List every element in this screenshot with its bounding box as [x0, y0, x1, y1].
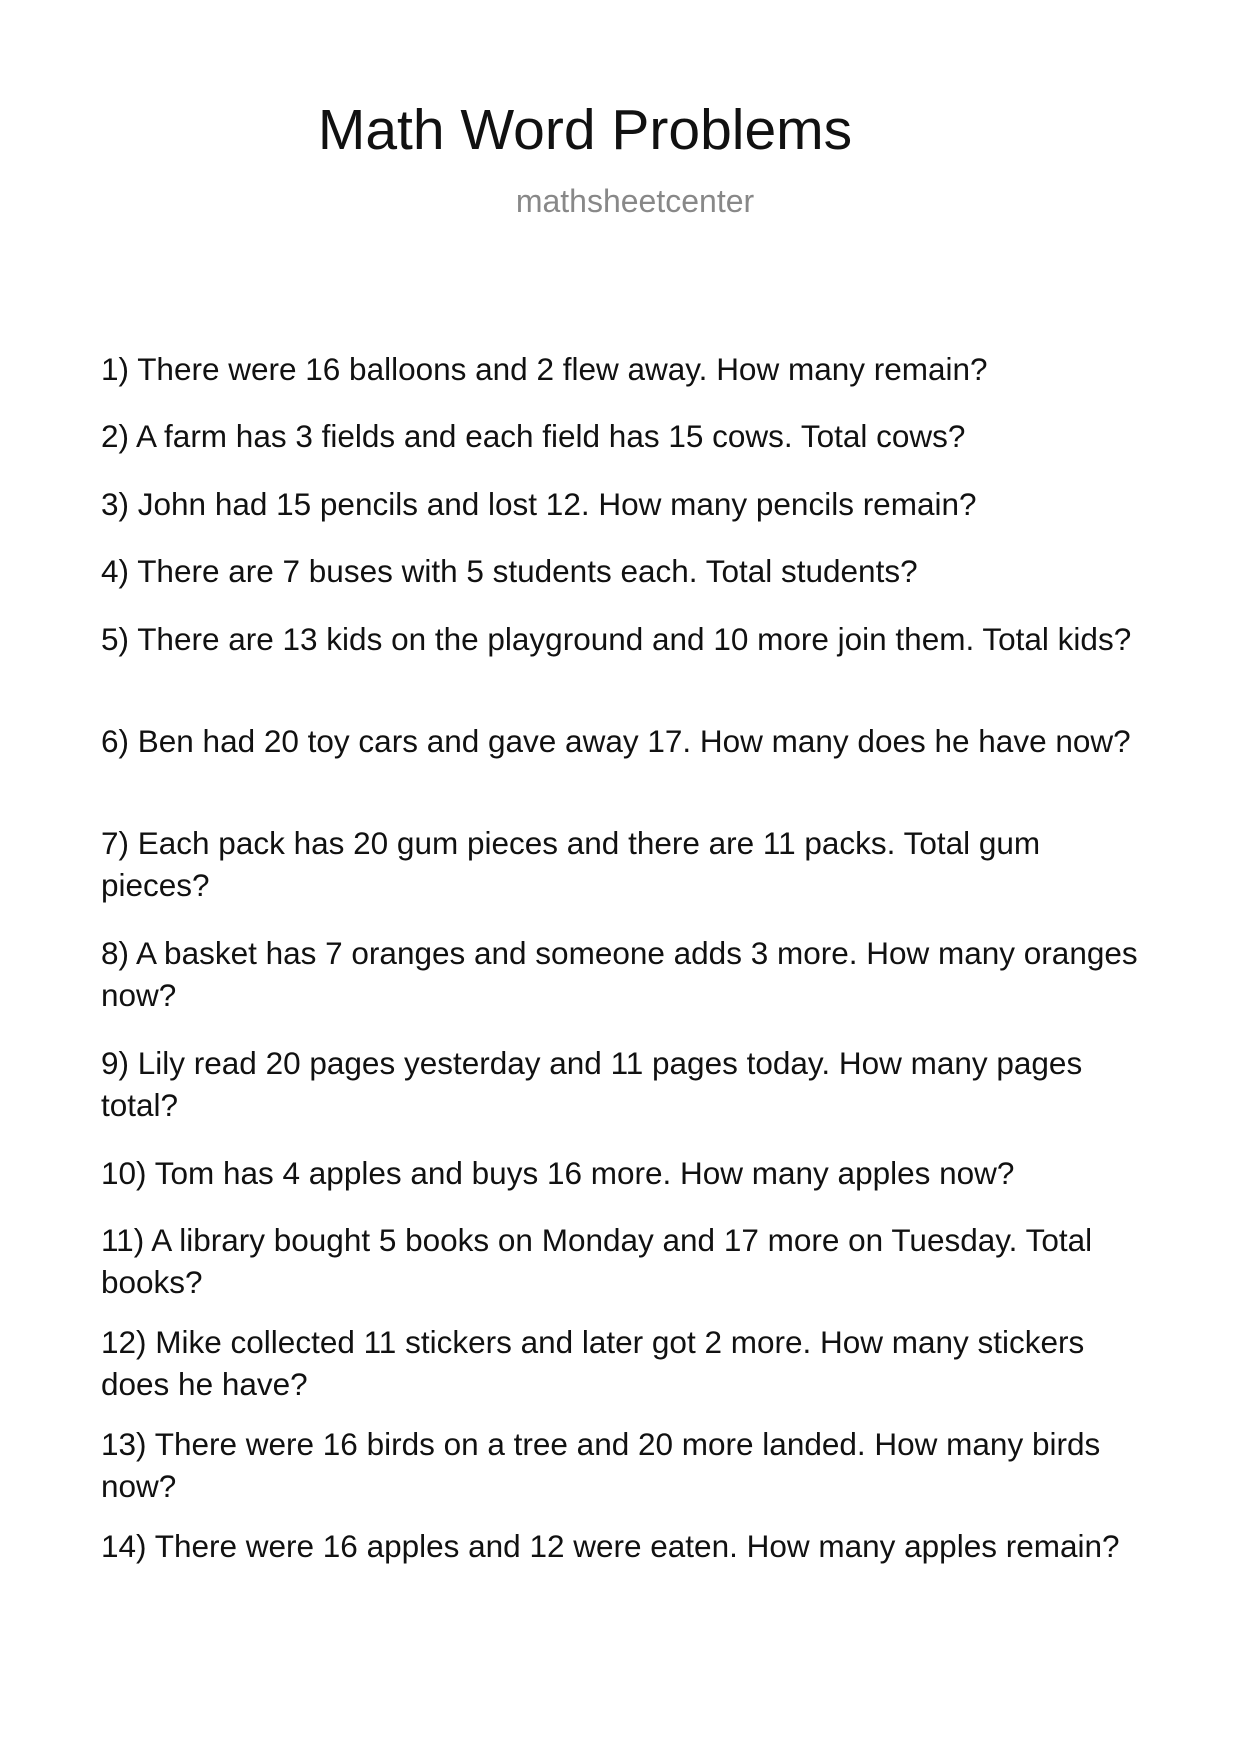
- problem-item: 10) Tom has 4 apples and buys 16 more. How many apples now?: [101, 1155, 1015, 1191]
- problem-item: 7) Each pack has 20 gum pieces and there are 11 packs. Total gum pieces?: [101, 825, 1041, 903]
- problem-item: 2) A farm has 3 fields and each field has 15 cows. Total cows?: [101, 418, 966, 454]
- problem-item: 6) Ben had 20 toy cars and gave away 17. How many does he have now?: [101, 723, 1131, 759]
- problem-item: 4) There are 7 buses with 5 students each. Total students?: [101, 553, 918, 589]
- page-subtitle: mathsheetcenter: [515, 183, 755, 219]
- problem-item: 8) A basket has 7 oranges and someone adds 3 more. How many oranges now?: [101, 935, 1138, 1013]
- page-title: Math Word Problems: [317, 98, 853, 162]
- problem-item: 14) There were 16 apples and 12 were eaten. How many apples remain?: [101, 1528, 1120, 1564]
- problem-item: 9) Lily read 20 pages yesterday and 11 pages today. How many pages total?: [101, 1045, 1083, 1123]
- problem-item: 11) A library bought 5 books on Monday and 17 more on Tuesday. Total books?: [101, 1222, 1093, 1300]
- problem-item: 13) There were 16 birds on a tree and 20 more landed. How many birds now?: [101, 1426, 1101, 1504]
- problem-item: 5) There are 13 kids on the playground and 10 more join them. Total kids?: [101, 621, 1132, 657]
- problem-item: 1) There were 16 balloons and 2 flew away. How many remain?: [101, 351, 988, 387]
- problem-item: 12) Mike collected 11 stickers and later got 2 more. How many stickers does he have?: [101, 1324, 1085, 1402]
- problem-item: 3) John had 15 pencils and lost 12. How many pencils remain?: [101, 486, 977, 522]
